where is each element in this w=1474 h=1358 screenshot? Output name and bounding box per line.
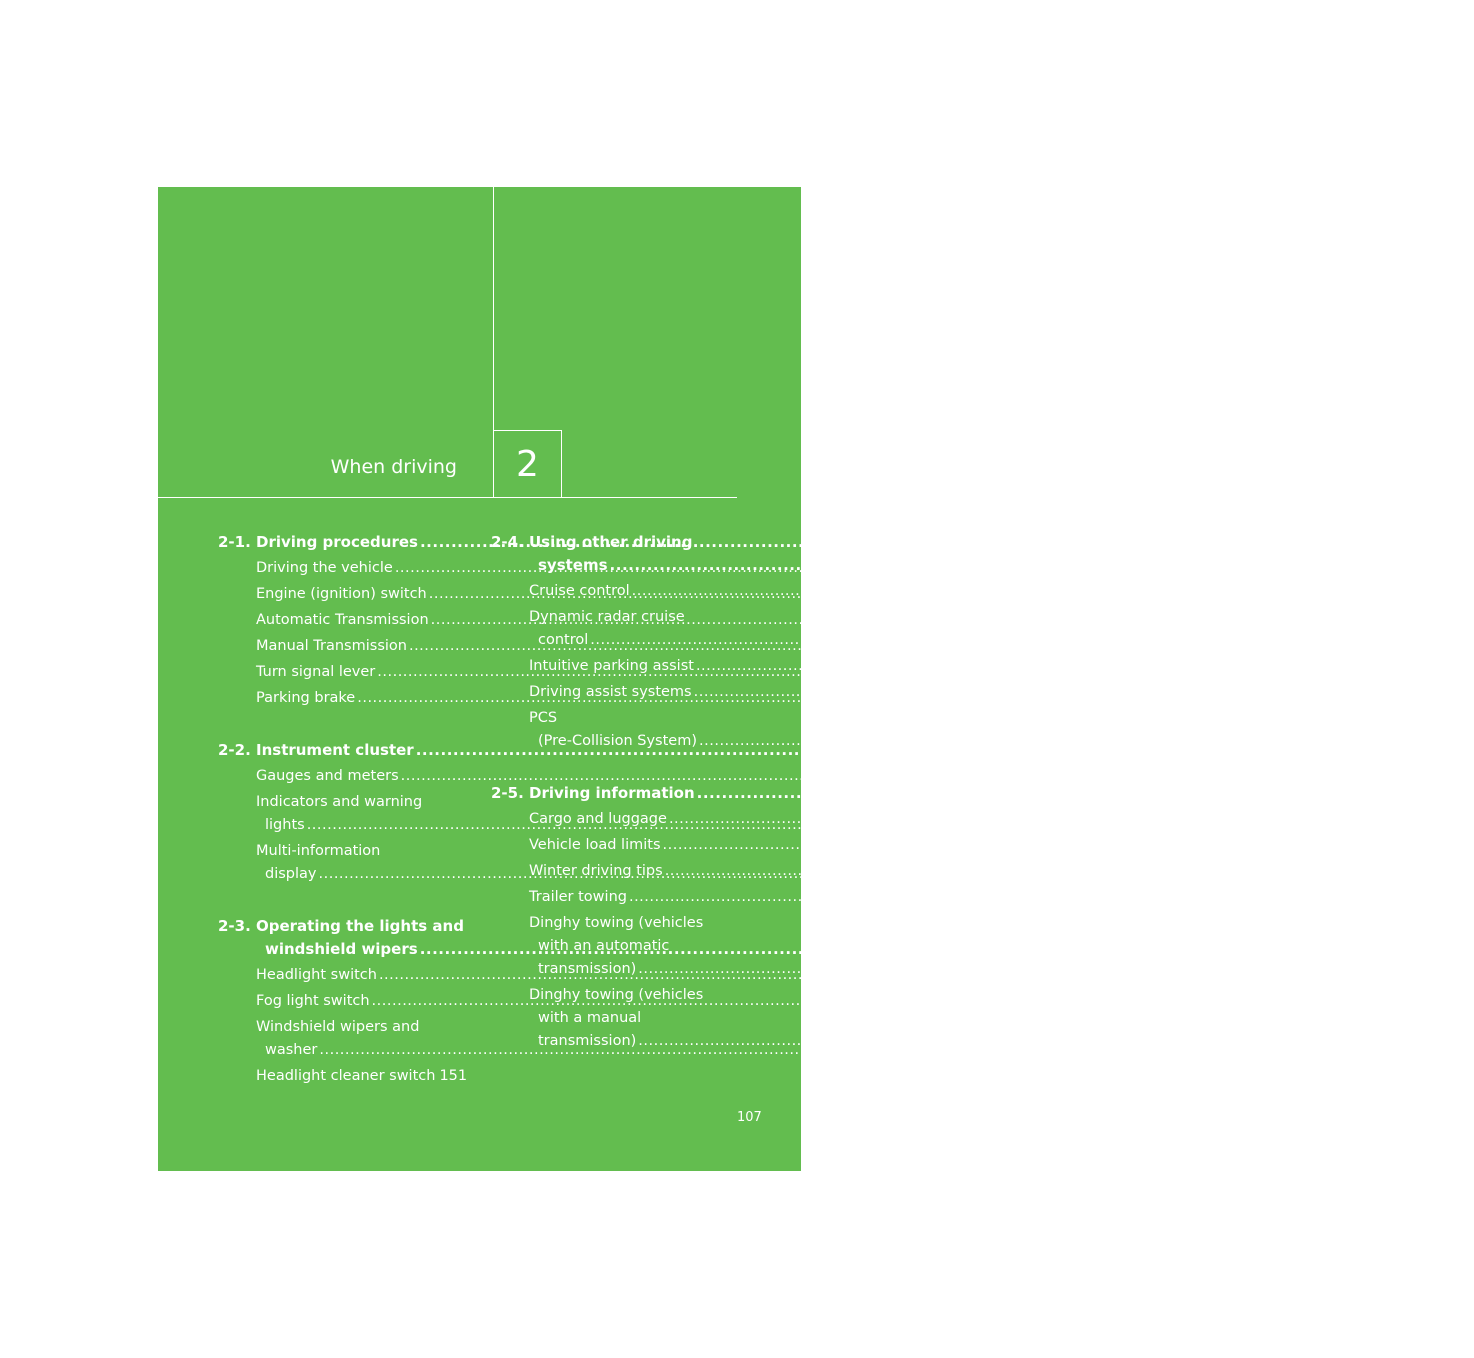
page-ref[interactable]: 189 [1253, 1033, 1282, 1049]
entry-title: Dynamic radar cruise [529, 609, 685, 625]
entry-title: Cargo and luggage [529, 811, 667, 827]
page-ref[interactable]: 130 [1161, 741, 1193, 759]
page-ref[interactable]: 128 [992, 664, 1021, 680]
entry-title: Parking brake [256, 690, 356, 706]
leader-dots [632, 580, 1245, 603]
entry-title: Fog light switch [256, 993, 370, 1009]
entry-title: display [265, 866, 317, 882]
entry-title: Vehicle load limits [529, 837, 661, 853]
section-heading [529, 531, 1387, 577]
entry-title: Automatic Transmission [256, 612, 429, 628]
entry-title: Turn signal lever [256, 664, 376, 680]
page-ref[interactable]: 147 [934, 1042, 963, 1058]
section-title-line [529, 782, 1474, 805]
entry-title: Headlight switch [256, 967, 377, 983]
leader-dots [590, 629, 1203, 652]
toc-entry[interactable] [256, 1065, 466, 1088]
chapter-title: When driving [330, 456, 457, 478]
entry-title: PCS [529, 710, 558, 726]
chapter-number: 2 [493, 430, 562, 498]
toc-entry[interactable] [256, 765, 1044, 788]
page-ref[interactable]: 188 [1253, 961, 1282, 977]
entry-title: Winter driving tips [529, 863, 663, 879]
section-title: Operating the lights and [256, 917, 464, 935]
page-ref[interactable]: 139 [933, 866, 962, 882]
section-title: Driving procedures [256, 533, 418, 551]
entry-line [529, 606, 739, 629]
entry-title: Manual Transmission [256, 638, 407, 654]
entry-title: Engine (ignition) switch [256, 586, 427, 602]
page-ref[interactable]: 164 [1311, 658, 1339, 674]
leader-dots [663, 834, 1276, 857]
entry-title: washer [265, 1042, 318, 1058]
page-ref[interactable]: 108 [1165, 533, 1198, 551]
section-title-line [529, 554, 1387, 577]
entry-title: transmission) [538, 961, 637, 977]
entry-title: lights [265, 817, 305, 833]
entry-title: transmission) [538, 1033, 637, 1049]
page-ref[interactable]: 146 [986, 993, 1015, 1009]
entry-line [256, 840, 466, 863]
page-ref[interactable]: 130 [1015, 768, 1044, 784]
entry-line [256, 1065, 466, 1088]
page-ref[interactable]: 182 [1277, 837, 1306, 853]
section-title: systems [538, 556, 608, 574]
page-ref[interactable]: 129 [972, 690, 1001, 706]
page-ref[interactable]: 179 [1442, 784, 1474, 802]
leader-dots [696, 655, 1309, 678]
section-title: Driving information [529, 784, 695, 802]
page-ref[interactable]: 126 [1024, 638, 1052, 654]
entry-title: (Pre-Collision System) [538, 733, 698, 749]
page-ref[interactable]: 179 [1284, 811, 1312, 827]
horizontal-divider [158, 497, 737, 498]
toc-section[interactable] [491, 782, 1474, 805]
entry-line [529, 935, 739, 958]
leader-dots [669, 808, 1282, 831]
section-number: 2-1. [218, 533, 251, 551]
entry-title: Multi-information [256, 843, 381, 859]
entry-line [529, 834, 1306, 857]
page-ref[interactable]: 143 [994, 967, 1022, 983]
page-ref[interactable]: 187 [1244, 889, 1272, 905]
page-ref[interactable]: 117 [1043, 586, 1072, 602]
page-ref[interactable]: 176 [1314, 733, 1342, 749]
entry-title: with an automatic [538, 938, 670, 954]
leader-dots [638, 958, 1251, 981]
section-title: Instrument cluster [256, 741, 414, 759]
leader-dots [665, 860, 1278, 883]
page-ref[interactable]: 183 [1279, 863, 1308, 879]
entry-line [256, 791, 466, 814]
entry-line [529, 912, 739, 935]
entry-title: Dinghy towing (vehicles [529, 987, 704, 1003]
entry-title: Cruise control [529, 583, 630, 599]
entry-title: control [538, 632, 589, 648]
section-number: 2-5. [491, 784, 524, 802]
entry-line [256, 1016, 466, 1039]
page-ref[interactable]: 151 [439, 1068, 468, 1084]
page-ref[interactable]: 108 [1009, 560, 1038, 576]
leader-dots [699, 730, 1312, 753]
section-title: Using other driving [529, 533, 693, 551]
entry-line [529, 1007, 739, 1030]
section-title: windshield wipers [265, 940, 418, 958]
entry-line [529, 984, 739, 1007]
page-ref[interactable]: 155 [1205, 632, 1234, 648]
entry-title: with a manual [538, 1010, 642, 1026]
leader-dots [694, 681, 1307, 704]
page-ref[interactable]: 136 [921, 817, 950, 833]
entry-title: Indicators and warning [256, 794, 423, 810]
section-heading [529, 782, 1474, 805]
section-number: 2-4. [491, 533, 524, 551]
page-ref[interactable]: 122 [1045, 612, 1074, 628]
section-title-line [529, 531, 1387, 554]
page-number: 107 [737, 1110, 762, 1125]
entry-title: Trailer towing [529, 889, 627, 905]
leader-dots [638, 1030, 1251, 1053]
leader-dots [697, 782, 1441, 805]
entry-title: Headlight cleaner switch [256, 1068, 436, 1084]
leader-dots [610, 554, 1354, 577]
page-ref[interactable]: 143 [1165, 940, 1197, 958]
entry-title: Windshield wipers and [256, 1019, 420, 1035]
page-ref[interactable]: 170 [1308, 684, 1337, 700]
section-number: 2-2. [218, 741, 251, 759]
entry-title: Gauges and meters [256, 768, 399, 784]
entry-title: Driving assist systems [529, 684, 692, 700]
entry-line [256, 765, 1044, 788]
toc-entry[interactable] [529, 834, 1306, 857]
entry-title: Dinghy towing (vehicles [529, 915, 704, 931]
page-ref[interactable]: 152 [1246, 583, 1275, 599]
entry-title: Intuitive parking assist [529, 658, 694, 674]
entry-line [529, 886, 1272, 909]
leader-dots [629, 886, 1242, 909]
entry-line [529, 707, 739, 730]
toc-entry[interactable] [529, 886, 1272, 909]
entry-title: Driving the vehicle [256, 560, 393, 576]
section-number: 2-3. [218, 917, 251, 935]
page-ref[interactable]: 152 [1355, 556, 1387, 574]
